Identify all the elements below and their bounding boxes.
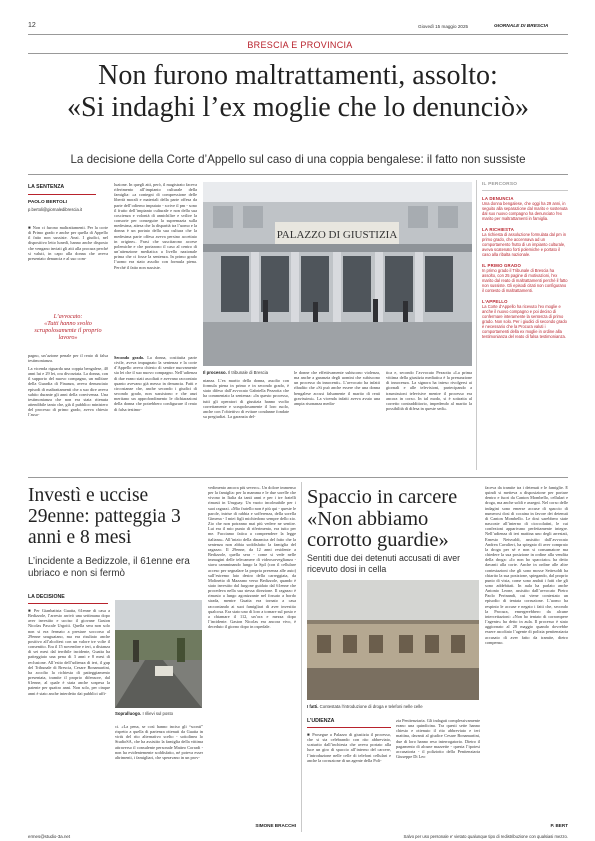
crash-photo-graphic [115,600,202,708]
main-subtitle: La decisione della Corte d’Appello sul caso di una coppia bengalese: il fatto non sussiste [70,153,526,166]
story3-subtitle: Sentiti due dei detenuti accusati di aver ricevuto dosi in cella [307,553,461,574]
story2-subtitle: L’incidente a Bedizzole, il 61enne era ubriaco e non si fermò [28,556,190,579]
sidebar-item-text: La richiesta di assoluzione formulata dal pm in primo grado, che accennava ad un comportamento frutto di un impianto culturale, aveva scatenato forti polemiche e portato il caso alla ribalta nazionale. [482,232,566,257]
section-rule [28,53,568,54]
sidebar-item-head: L’APPELLO [482,299,508,304]
author-name: PAOLO BERTOLI [28,200,67,205]
sidebar-item-primo-grado [482,263,568,293]
sidebar-item-denuncia [482,196,568,221]
sidebar-item-head: IL PRIMO GRADO [482,263,522,268]
prison-photo-graphic [307,580,479,700]
main-col2-text-a: luzione. In quegli atti, però, il magistrato faceva riferimento all’impianto culturale della famiglia: «a contegni di compressione delle libertà morali e materiali della parte offesa da parte dell’odierno imputato - scrive il pm - sono il frutto dell’impianto culturale e non della sua coscienza e volontà di annichilire e svilire la consorte per conseguire la supremazia sulla medesima, attesa che la disparità tra l’uomo e la donna è un portato della sua cultura che la medesima parte offesa aveva persino accettato in origine». Frasi che suscitarono accese polemiche e che portarono il caso al centro di un’attenzione mediatica a livello nazionale prima che ci fosse la sentenza. In primo grado l’uomo era stato assolto con formula piena. Perché il fatto non sussiste. [114,182,197,270]
story3-col2: zia Penitenziaria. Gli indagati complessivamente erano una quindicina. Tra questi sette hanno chiesto e ottenuto il rito abbreviato e ieri mattina, davanti al giudice Cesare Bonamartini, due di loro hanno reso interrogatorio. Dietro il pagamento di alcune mazzette - questa l’ipotesi accusatoria - il poliziotto della Penitenziaria Giuseppe Di Leo [396,718,480,760]
photo-sign: PALAZZO DI GIUSTIZIA [276,229,398,241]
col2-body: La donna, costituita parte civile, aveva impugnato la sentenza e la corte d’Appello aveva chiesto di sentire nuovamente sia lei che il suo nuovo compagno. Nell’udienza di due erano stati ascoltati e avevano raccontato quanto avevano già messo in denuncia. Fatti e circostanze che, anche secondo i giudici di secondo grado, non sussistono e che anzi meritano un approfondimento le dichiarazioni della donna che potrebbero configurare il reato di falsa testimo- [114,355,197,412]
subtitle-rule [28,174,568,175]
caption-lead: I fatti. [307,704,319,709]
page-number: 12 [28,22,36,29]
main-col2-text-b [114,355,197,469]
caption-lead: Sopralluogo. [115,711,142,716]
pull-quote [28,314,108,341]
kicker-la-sentenza: LA SENTENZA [28,184,65,190]
sidebar-title: IL PERCORSO [482,182,518,187]
kicker-rule [28,194,96,195]
crash-photo-caption [115,711,203,716]
main-col5-text: tica e, secondo l’avvocato Pezzotta «La prima vittima della giustizia mediatica è la presunzione di innocenza. La signora ha inteso rivolgersi ai giornali e alle televisioni, partecipando a trasmissioni televisive mentre il processo era ancora in corso. In tal modo, si è sottratta al corretto contraddittorio, impedendo al marito la possibilità di difesa in queste sedi». [386,370,472,412]
story2-signature: SIMONE BRACCHI [255,823,296,828]
story3-kicker-rule [307,727,391,728]
headline-line-2: «Si indaghi l’ex moglie che lo denunciò» [67,92,529,123]
sidebar-item-text: In primo grado il Tribunale di Brescia ha assolto, con 25 pagine di motivazioni, l’ex marito dal reato di maltrattamenti perché il fatto non sussiste. Gli episodi citati non configurano il contesto di maltrattamenti. [482,268,568,293]
section-separator [28,477,568,478]
sidebar-item-text: Una donna bengalese, che oggi ha 29 anni, in seguito alla separazione dal marito e sostenuta dal suo nuovo compagno ha denunciato l’ex marito per maltrattamenti in famiglia. [482,201,568,221]
stories-divider [301,482,302,832]
story2-kicker: LA DECISIONE [28,594,65,600]
story2-col2: ci. «La pena, se così hanno inciso gli “sconti” rispetto a quella di partenza ottenuti da Guatta in virtù del rito alternativo scelto - sottolinea lo StudioSA, che ha assistito la famiglia della vittima attraverso il consulente personale Matteo Corradi - non ha evidentemente soddisfatto, né poteva esser altrimenti, i famigliari, che speravano in un prov- [115,724,203,760]
section-title: BRESCIA E PROVINCIA [247,40,353,50]
story3-headline: Spaccio in carcere «Non abbiamo corrotto guardie» [307,486,458,551]
sidebar-divider [476,180,477,470]
sidebar-item-richiesta [482,227,568,257]
prison-photo-caption [307,704,479,709]
header-rule [28,34,568,35]
masthead: GIORNALE DI BRESCIA [494,24,549,29]
caption-text: Il tribunale di Brescia [228,370,268,375]
headline-line-1: Non furono maltrattamenti, assolto: [98,60,498,91]
sidebar-item-head: LA DENUNCIA [482,196,514,201]
caption-text: Contestata l’introduzione di droga e telefoni nelle celle [319,704,423,709]
story3-col3: faceva da tramite tra i detenuti e le famiglie. E quindi si metteva a disposizione per portare dentro e fuori da Canton Mombello, cellulari e droga, ma anche soldi e assegni. Nel corso delle indagini sono emerse accuse di spaccio di numerosi dosi di cocaina in favore dei detenuti di Canton Mombello. Le dosi sarebbero state nascoste all’interno di cioccolatini, le cui confezioni apparivano perfettamente integre. Nell’udienza di ieri mattina uno degli arrestati, Ernesto Netsvaldi, assistito dall’avvocato Andrea Cavalieri, ha spiegato di aver comprato la droga per sé e non si consumatore ma chiedere la sua posizione in ordine alla vendita della droga: «Io non ho spacciato» ha detto davanti alla corte. Anche in ordine alle altre contestazioni che gli sono mosse Settesoldi ha chiarito la sua posizione, spiegando, dal proprio punto di vista, come sono andati i fatti che gli sono addebitati. In aula ha parlato anche Antonio Leone, assistito dall’avvocato Pietro Paolo Perinandi, cui viene contestato un episodio di tentata corruzione. L’uomo ha respinto le accuse e negato i fatti che, secondo la Procura, emergerebbero da alcune intercettazioni: «Non ho tentato di corrompere l’agente» ha detto in aula. Il processo è stato aggiornato al 28 maggio quando dovrebbe essere ascoltato l’agente di polizia penitenziaria accusato di aver fatto da tramite, dietro compenso. [485,485,568,645]
story2-kicker-rule [28,603,108,604]
story2-headline: Investì e uccise 29enne: patteggia 3 anni e 8 mesi [28,485,181,548]
main-col1-text-c: La vicenda riguarda una coppia bengalese, 40 anni lui e 29 lei, ora divorziata. La donna, con il supporto del nuovo compagno, un militare della Guardia di Finanza, aveva denunciato episodi di maltrattamenti che a suo dire aveva subito durante gli anni della convivenza. Una testimonianza che non era stata ritenuta attendibile tanto che, già il pubblico ministero del processo di primo grado, aveva chiesto l’asso- [28,366,108,418]
crash-photo [115,600,202,708]
caption-lead: Il processo. [203,370,227,375]
main-col1-text-b: pagno, un’azione penale per il reato di falsa testimonianza. [28,353,108,364]
story2-col3: vedimento ancora più severo». Un dolore immenso per la famiglia: per la mamma e le due sorelle che vivono in Italia da tanti anni e per i tre fratelli rimasti in Uruguay. Un vuoto incolmabile per i suoi ragazzi. «Mio fratello non è più qui - queste le parole, intrise di rabbia e sofferenza, della sorella Gimena - I miei figli michiedono sempre dello zio. Zio che non potranno mai più vedere ne sentire. Lui era il mio punto di riferimento, era tutto per me. Facciamo fatica a comprendere la legge italiana». All’inizio della dinamica del fatto che la sentenza non abbia soddisfatto la famiglia del ragazzo. Il 29enne, da 12 anni residente a Bedizzole, quella sera - come si vede nelle immagini delle telecamere di videosorveglianza - stava camminando lungo la Sp4 (con il cellulare acceso per segnalare la propria presenza alle auto) sull’estremo lato destro della carreggiata, da Molinetto di Mazzano verso Bedizzole, quando è stato investito dal furgone guidato dal 61enne che procedeva nella sua stessa direzione. Il ragazzo è rimasto a lungo agonizzante nel fossato a bordo strada, mentre Guatta era tornato a casa raccontando ai suoi famigliari di aver investito qualcosa. Era stato uno di loro a tornare sul posto e a chiamare il 112, un’ora e mezza dopo l’incidente. Gaston Nicolas era ancora vivo, è deceduto il giorno dopo in ospedale. [208,485,296,630]
sidebar-item-head: LA RICHIESTA [482,227,514,232]
issue-date: Giovedì 15 maggio 2025 [418,24,469,29]
court-photo-caption [203,370,293,375]
main-col1-text-a: ■ Non ci furono maltrattamenti. Per la corte di Primo grado e anche per quella di Appello il fatto non sussiste. Anzi. I giudici, nel dispositivo letto lunedì, hanno anche disposto che vengano inviati gli atti alla procura perché si valuti, in capo alla donna che aveva presentato denuncia e al suo com- [28,225,108,261]
pull-quote-text: «Tutti hanno svolto scrupolosamente il proprio lavoro» [34,320,102,341]
story3-kicker: L’UDIENZA [307,718,335,724]
author-email: p.bertoli@giornaledibrescia.it [28,207,83,212]
story3-signature: P. BERT [550,823,568,828]
prison-photo [307,580,479,700]
footer-notice: Salvo per uso personale e' vietato qualunque tipo di redistribuzione con qualsiasi mezzo. [403,834,568,839]
sidebar-percorso [482,182,568,339]
court-photo [203,182,472,366]
caption-text: I rilievi sul posto [142,711,174,716]
court-photo-graphic [203,182,472,366]
story2-col1: ■ Per Gianbatista Guatta, 61enne di casa a Bedizzole, l’arresto arrivò una settimana dopo aver investito e ucciso il giovane Gaston Nicolas Pascale Urgoiti. Quella sera non solo non si era fermato a prestare soccorso al 29enne uruguaiano, ma era risultato anche positivo all’alcoltest con un valore tre volte il consentito. Era il 15 novembre e ieri, a distanza di sei mesi dal terribile incidente, Guatta ha patteggiato una pena di 3 anni e 8 mesi di reclusione. All’esito dell’udienza di ieri, il gup del Tribunale di Brescia, Cesare Bonamartini, ha accolto la richiesta di patteggiamento presentata, tramite il proprio difensore, dal 61enne, al quale è stata anche sospesa la patente per quattro anni. Non solo, per cinque anni è stato anche interdetto dai pubblici uffi- [28,608,110,696]
footer-email: ermes@studio-3a.net [28,834,71,839]
main-col4-text: le donne che effettivamente subiscono violenza, ma anche a garanzia degli uomini che subiscono un processo da innocenti». L’avvocato ha infatti ribadito che «Si può anche essere che una donna bengalese accusi falsamente il marito di reati gravissimi». La vicenda infatti aveva avuto una ampia risonanza media- [294,370,380,406]
col2-lead: Secondo grado. [114,355,145,360]
story3-col1: ■ Proseguе a Palazzo di giustizia il processo, che si sta celebrando con rito abbreviato, scaturito dall’inchiesta che aveva portato alla luce un giro di spaccio all’interno del carcere, l’introduzione nelle celle di telefoni cellulari e anche la corruzione di un agente della Poli- [307,732,391,763]
main-col3-text: nianza. L’ex marito della donna, assolto con formula piena in primo e in secondo grado, è stato difeso dall’avvocato Gabriella Pezzotta che ha commentato la sentenza: «In questo processo, tutti gli operatori di giustizia hanno svolto correttamente e scrupolosamente il loro ruolo, anche con l’obiettivo di evitare condanne fondate su pregiudizi. La garanzia del- [203,378,289,420]
sidebar-item-appello [482,299,568,339]
sidebar-item-text: La Corte d’Appello ha ricevuto l’ex moglie e anche il nuovo compagno e poi deciso di confermare interamente la sentenza di primo grado. Non solo. Per i giudici di secondo grado è necessario che la Procura valuti i comportamenti della ex moglie in ordine alla testimonianza del reato di falsa testimonianza. [482,304,567,339]
pull-quote-author: L’avvocato: [53,314,83,320]
